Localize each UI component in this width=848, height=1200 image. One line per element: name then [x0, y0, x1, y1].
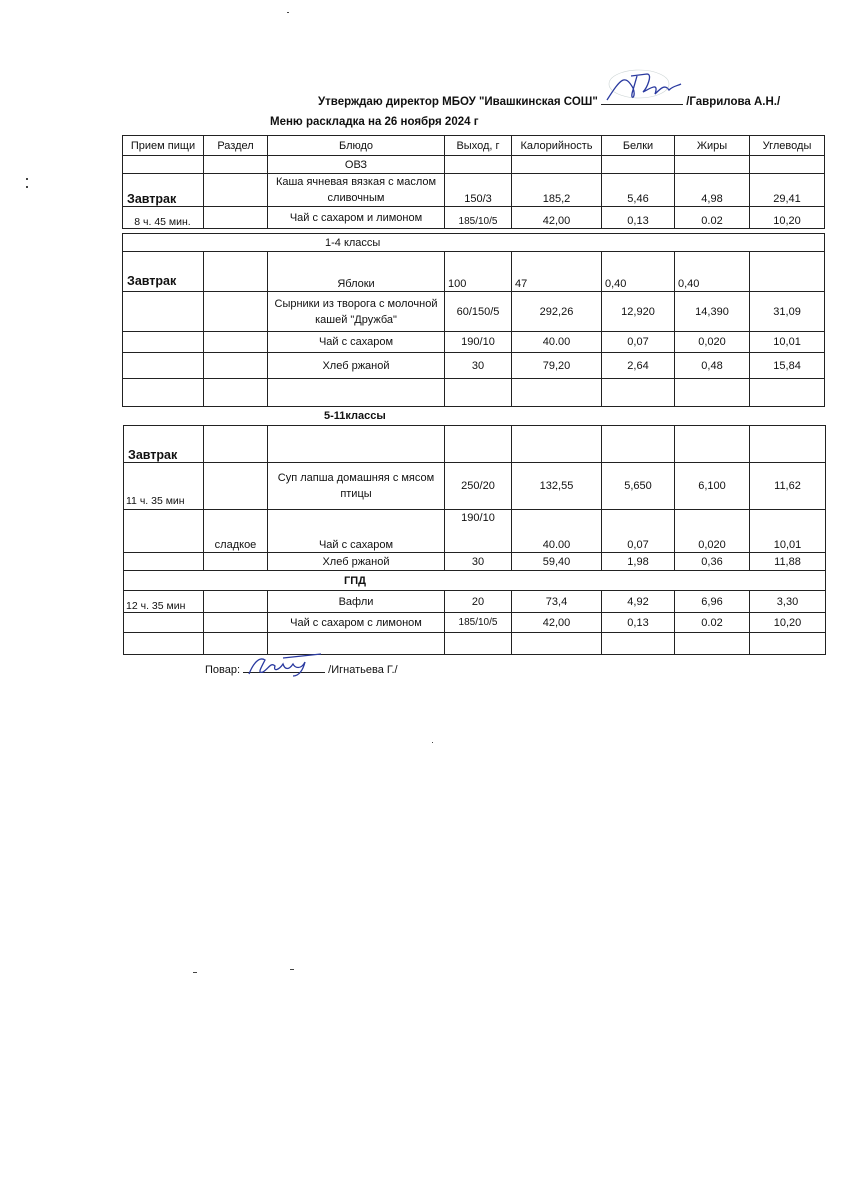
- section-cell: [204, 207, 268, 229]
- fat-cell: 0.02: [675, 613, 750, 633]
- dish-cell: [268, 426, 445, 463]
- protein-cell: 5,650: [602, 463, 675, 510]
- yield-cell: 30: [445, 553, 512, 571]
- protein-cell: 0,40: [602, 252, 675, 292]
- meal-cell: [123, 379, 204, 407]
- group-row-gpd: [124, 571, 826, 591]
- fat-cell: 0,36: [675, 553, 750, 571]
- header-carbs: Углеводы: [750, 136, 825, 156]
- meal-cell: [124, 510, 204, 553]
- fat-cell: 6,100: [675, 463, 750, 510]
- menu-table-5-11: [123, 425, 826, 655]
- header-fat: Жиры: [675, 136, 750, 156]
- fat-cell: 4,98: [675, 174, 750, 207]
- yield-cell: 190/10: [445, 510, 512, 553]
- scan-speck: [290, 969, 294, 970]
- kcal-cell: 292,26: [512, 292, 602, 332]
- table-row: [124, 633, 826, 655]
- group-label-5-11: 5-11классы: [324, 410, 386, 422]
- carbs-cell: 10,01: [750, 332, 825, 353]
- section-cell: [204, 292, 268, 332]
- section-cell: [204, 553, 268, 571]
- table-row: [123, 353, 825, 379]
- dish-cell: Суп лапша домашняя с мясом птицы: [268, 463, 445, 510]
- dish-cell: Хлеб ржаной: [268, 553, 445, 571]
- kcal-cell: [512, 633, 602, 655]
- table-row: [124, 510, 826, 553]
- kcal-cell: 42,00: [512, 207, 602, 229]
- group-row-1-4: [123, 234, 825, 252]
- header-dish: Блюдо: [268, 136, 445, 156]
- fat-cell: [675, 379, 750, 407]
- group-label-gpd: ГПД: [124, 571, 826, 591]
- menu-table-1-4: [122, 233, 825, 407]
- section-cell: [204, 591, 268, 613]
- approval-line: [318, 94, 780, 108]
- scan-speck: [432, 742, 433, 743]
- table-row: [123, 379, 825, 407]
- scan-speck: [287, 12, 289, 13]
- carbs-cell: [750, 633, 826, 655]
- protein-cell: 0,07: [602, 510, 675, 553]
- kcal-cell: 40.00: [512, 510, 602, 553]
- yield-cell: 185/10/5: [445, 207, 512, 229]
- fat-cell: 0.02: [675, 207, 750, 229]
- carbs-cell: [750, 426, 826, 463]
- table-row: [124, 553, 826, 571]
- yield-cell: 185/10/5: [445, 613, 512, 633]
- fat-cell: 0,48: [675, 353, 750, 379]
- kcal-cell: 73,4: [512, 591, 602, 613]
- meal-cell: [124, 633, 204, 655]
- kcal-cell: 185,2: [512, 174, 602, 207]
- fat-cell: 0,020: [675, 510, 750, 553]
- protein-cell: [602, 426, 675, 463]
- section-cell: [204, 463, 268, 510]
- yield-cell: 60/150/5: [445, 292, 512, 332]
- table-row: [123, 207, 825, 229]
- section-cell: [204, 252, 268, 292]
- group-label-1-4: 1-4 классы: [123, 234, 825, 252]
- director-signature-line: [601, 94, 683, 105]
- menu-title: Меню раскладка на 26 ноября 2024 г: [270, 116, 479, 128]
- cook-signature-line: [243, 662, 325, 673]
- dish-cell: Чай с сахаром с лимоном: [268, 613, 445, 633]
- protein-cell: 12,920: [602, 292, 675, 332]
- carbs-cell: 3,30: [750, 591, 826, 613]
- yield-cell: 150/3: [445, 174, 512, 207]
- header-row: [123, 136, 825, 156]
- protein-cell: [602, 633, 675, 655]
- meal-cell: [124, 553, 204, 571]
- kcal-cell: 132,55: [512, 463, 602, 510]
- fat-cell: 14,390: [675, 292, 750, 332]
- section-cell: [204, 353, 268, 379]
- yield-cell: [445, 426, 512, 463]
- protein-cell: 0,13: [602, 613, 675, 633]
- approval-prefix: Утверждаю директор МБОУ "Ивашкинская СОШ": [318, 96, 598, 108]
- dish-cell: [268, 379, 445, 407]
- carbs-cell: 10,01: [750, 510, 826, 553]
- carbs-cell: 10,20: [750, 207, 825, 229]
- fat-cell: [675, 633, 750, 655]
- protein-cell: 4,92: [602, 591, 675, 613]
- cook-signature: [243, 652, 327, 678]
- dish-cell: Каша ячневая вязкая с маслом сливочным: [268, 174, 445, 207]
- fat-cell: 6,96: [675, 591, 750, 613]
- yield-cell: 30: [445, 353, 512, 379]
- yield-cell: [445, 633, 512, 655]
- kcal-cell: [512, 379, 602, 407]
- protein-cell: 2,64: [602, 353, 675, 379]
- table-row: [124, 426, 826, 463]
- meal-cell: [124, 613, 204, 633]
- meal-cell: 12 ч. 35 мин: [124, 591, 204, 613]
- kcal-cell: 79,20: [512, 353, 602, 379]
- director-signature: [603, 68, 683, 108]
- header-yield: Выход, г: [445, 136, 512, 156]
- kcal-cell: [512, 426, 602, 463]
- carbs-cell: 31,09: [750, 292, 825, 332]
- meal-cell: 11 ч. 35 мин: [124, 463, 204, 510]
- dish-cell: Чай с сахаром: [268, 510, 445, 553]
- section-cell: [204, 426, 268, 463]
- table-row: [123, 174, 825, 207]
- protein-cell: 0,13: [602, 207, 675, 229]
- meal-cell: [123, 292, 204, 332]
- table-row: [123, 292, 825, 332]
- fat-cell: [675, 426, 750, 463]
- scan-speck: [26, 178, 28, 180]
- cook-line: [205, 662, 398, 676]
- table-row: [123, 332, 825, 353]
- protein-cell: 0,07: [602, 332, 675, 353]
- dish-cell: Чай с сахаром: [268, 332, 445, 353]
- carbs-cell: 15,84: [750, 353, 825, 379]
- carbs-cell: [750, 379, 825, 407]
- header-protein: Белки: [602, 136, 675, 156]
- header-kcal: Калорийность: [512, 136, 602, 156]
- section-cell: сладкое: [204, 510, 268, 553]
- carbs-cell: 11,88: [750, 553, 826, 571]
- approval-suffix: /Гаврилова А.Н./: [686, 96, 781, 108]
- header-section: Раздел: [204, 136, 268, 156]
- cook-suffix: /Игнатьева Г./: [328, 664, 398, 676]
- section-cell: [204, 613, 268, 633]
- kcal-cell: 47: [512, 252, 602, 292]
- scan-speck: [26, 186, 28, 188]
- meal-cell: [123, 353, 204, 379]
- yield-cell: 100: [445, 252, 512, 292]
- header-meal: Прием пищи: [123, 136, 204, 156]
- fat-cell: 0,40: [675, 252, 750, 292]
- table-row: [124, 591, 826, 613]
- carbs-cell: [750, 252, 825, 292]
- carbs-cell: 29,41: [750, 174, 825, 207]
- dish-cell: Яблоки: [268, 252, 445, 292]
- table-row: [123, 252, 825, 292]
- protein-cell: 5,46: [602, 174, 675, 207]
- dish-cell: Хлеб ржаной: [268, 353, 445, 379]
- meal-cell: Завтрак: [123, 252, 204, 292]
- section-cell: [204, 379, 268, 407]
- group-row-ovz: [123, 156, 825, 174]
- kcal-cell: 42,00: [512, 613, 602, 633]
- dish-cell: Вафли: [268, 591, 445, 613]
- protein-cell: [602, 379, 675, 407]
- table-row: [124, 463, 826, 510]
- kcal-cell: 40.00: [512, 332, 602, 353]
- yield-cell: 190/10: [445, 332, 512, 353]
- section-cell: [204, 174, 268, 207]
- yield-cell: [445, 379, 512, 407]
- group-label-ovz: ОВЗ: [268, 156, 445, 174]
- carbs-cell: 11,62: [750, 463, 826, 510]
- meal-cell: [123, 332, 204, 353]
- cook-prefix: Повар:: [205, 664, 241, 676]
- protein-cell: 1,98: [602, 553, 675, 571]
- yield-cell: 20: [445, 591, 512, 613]
- meal-cell: Завтрак: [123, 174, 204, 207]
- dish-cell: Чай с сахаром и лимоном: [268, 207, 445, 229]
- dish-cell: Сырники из творога с молочной кашей "Дружба": [268, 292, 445, 332]
- kcal-cell: 59,40: [512, 553, 602, 571]
- meal-cell: Завтрак: [124, 426, 204, 463]
- menu-table-ovz: [122, 135, 825, 229]
- fat-cell: 0,020: [675, 332, 750, 353]
- section-cell: [204, 332, 268, 353]
- yield-cell: 250/20: [445, 463, 512, 510]
- carbs-cell: 10,20: [750, 613, 826, 633]
- table-row: [124, 613, 826, 633]
- meal-cell: 8 ч. 45 мин.: [123, 207, 204, 229]
- scan-speck: [193, 972, 197, 973]
